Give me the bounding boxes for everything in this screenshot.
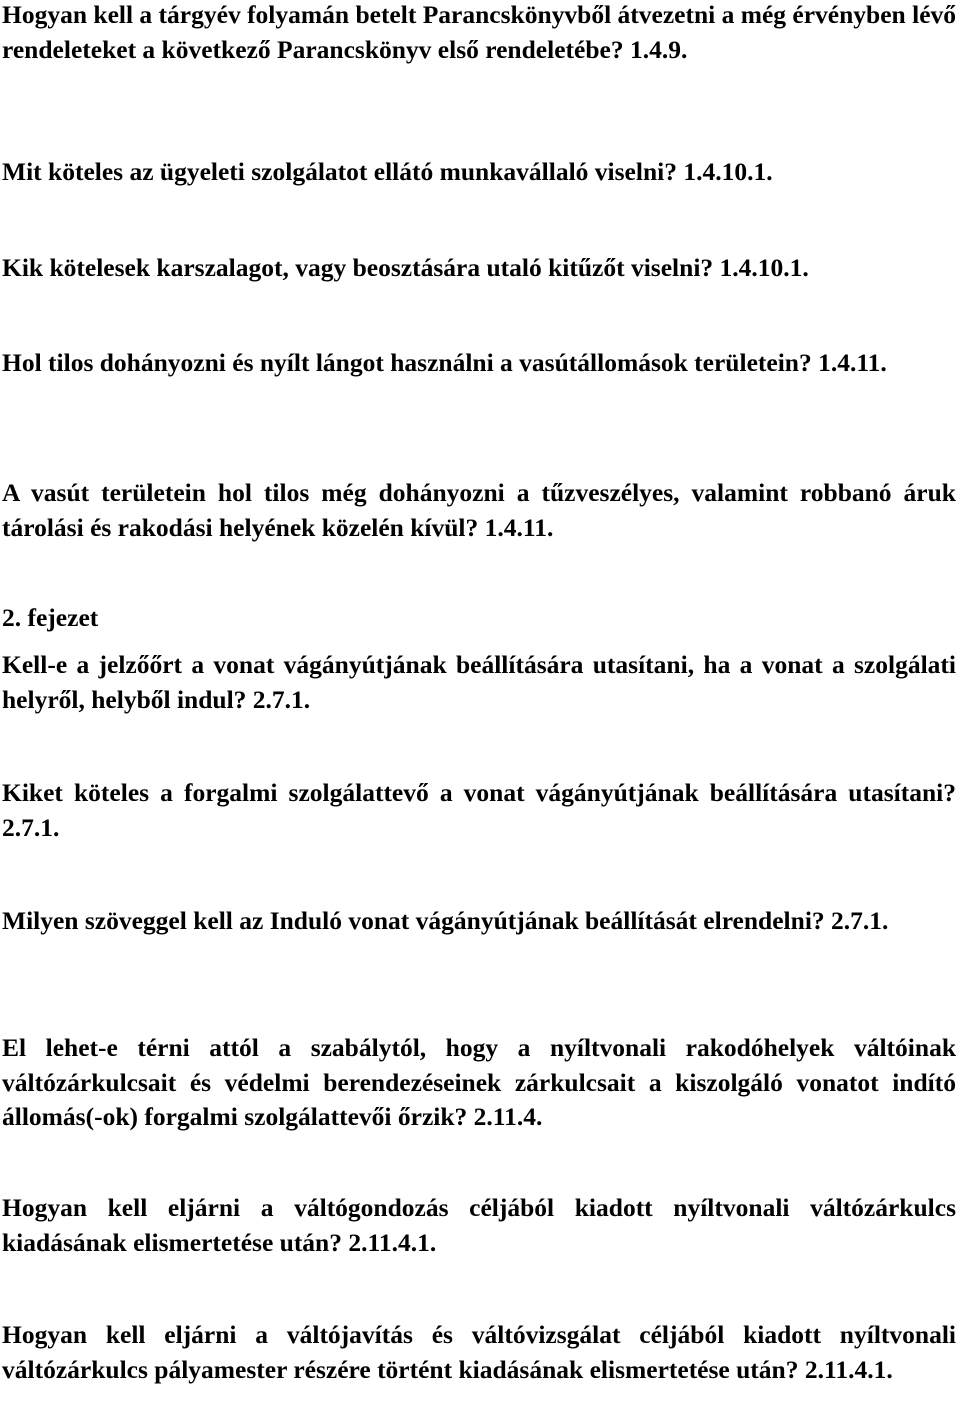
question-11: Hogyan kell eljárni a váltójavítás és váltóvizsgálat céljából kiadott nyíltvonali váltózárkulcs pályamester részére történt kiadásának elismertetése után? 2.11.4.1. [2,1320,956,1384]
chapter-heading: 2. fejezet [2,603,99,632]
question-4: Hol tilos dohányozni és nyílt lángot használni a vasútállomások területein? 1.4.11. [2,348,887,377]
question-1: Hogyan kell a tárgyév folyamán betelt Parancskönyvből átvezetni a még érvényben lévő rendeleteket a következő Parancskönyv első rendeletébe? 1.4.9. [2,0,957,64]
question-9: El lehet-e térni attól a szabálytól, hogy a nyíltvonali rakodóhelyek váltóinak váltózárkulcsait és védelmi berendezéseinek zárkulcsait a kiszolgáló vonatot indító állomás(-ok) forgalmi szolgálattevői őrzik? 2.11.4. [2,1033,956,1131]
question-6: Kell-e a jelzőőrt a vonat vágányútjának beállítására utasítani, ha a vonat a szolgálati helyről, helyből indul? 2.7.1. [2,650,956,714]
question-7: Kiket köteles a forgalmi szolgálattevő a vonat vágányútjának beállítására utasítani? 2.7.1. [2,778,956,842]
question-2: Mit köteles az ügyeleti szolgálatot ellátó munkavállaló viselni? 1.4.10.1. [2,157,773,186]
question-8: Milyen szöveggel kell az Induló vonat vágányútjának beállítását elrendelni? 2.7.1. [2,906,889,935]
question-5: A vasút területein hol tilos még dohányozni a tűzveszélyes, valamint robbanó áruk tárolási és rakodási helyének közelén kívül? 1.4.11. [2,478,956,542]
question-3: Kik kötelesek karszalagot, vagy beosztására utaló kitűzőt viselni? 1.4.10.1. [2,253,809,282]
question-10: Hogyan kell eljárni a váltógondozás céljából kiadott nyíltvonali váltózárkulcs kiadásának elismertetése után? 2.11.4.1. [2,1193,956,1257]
